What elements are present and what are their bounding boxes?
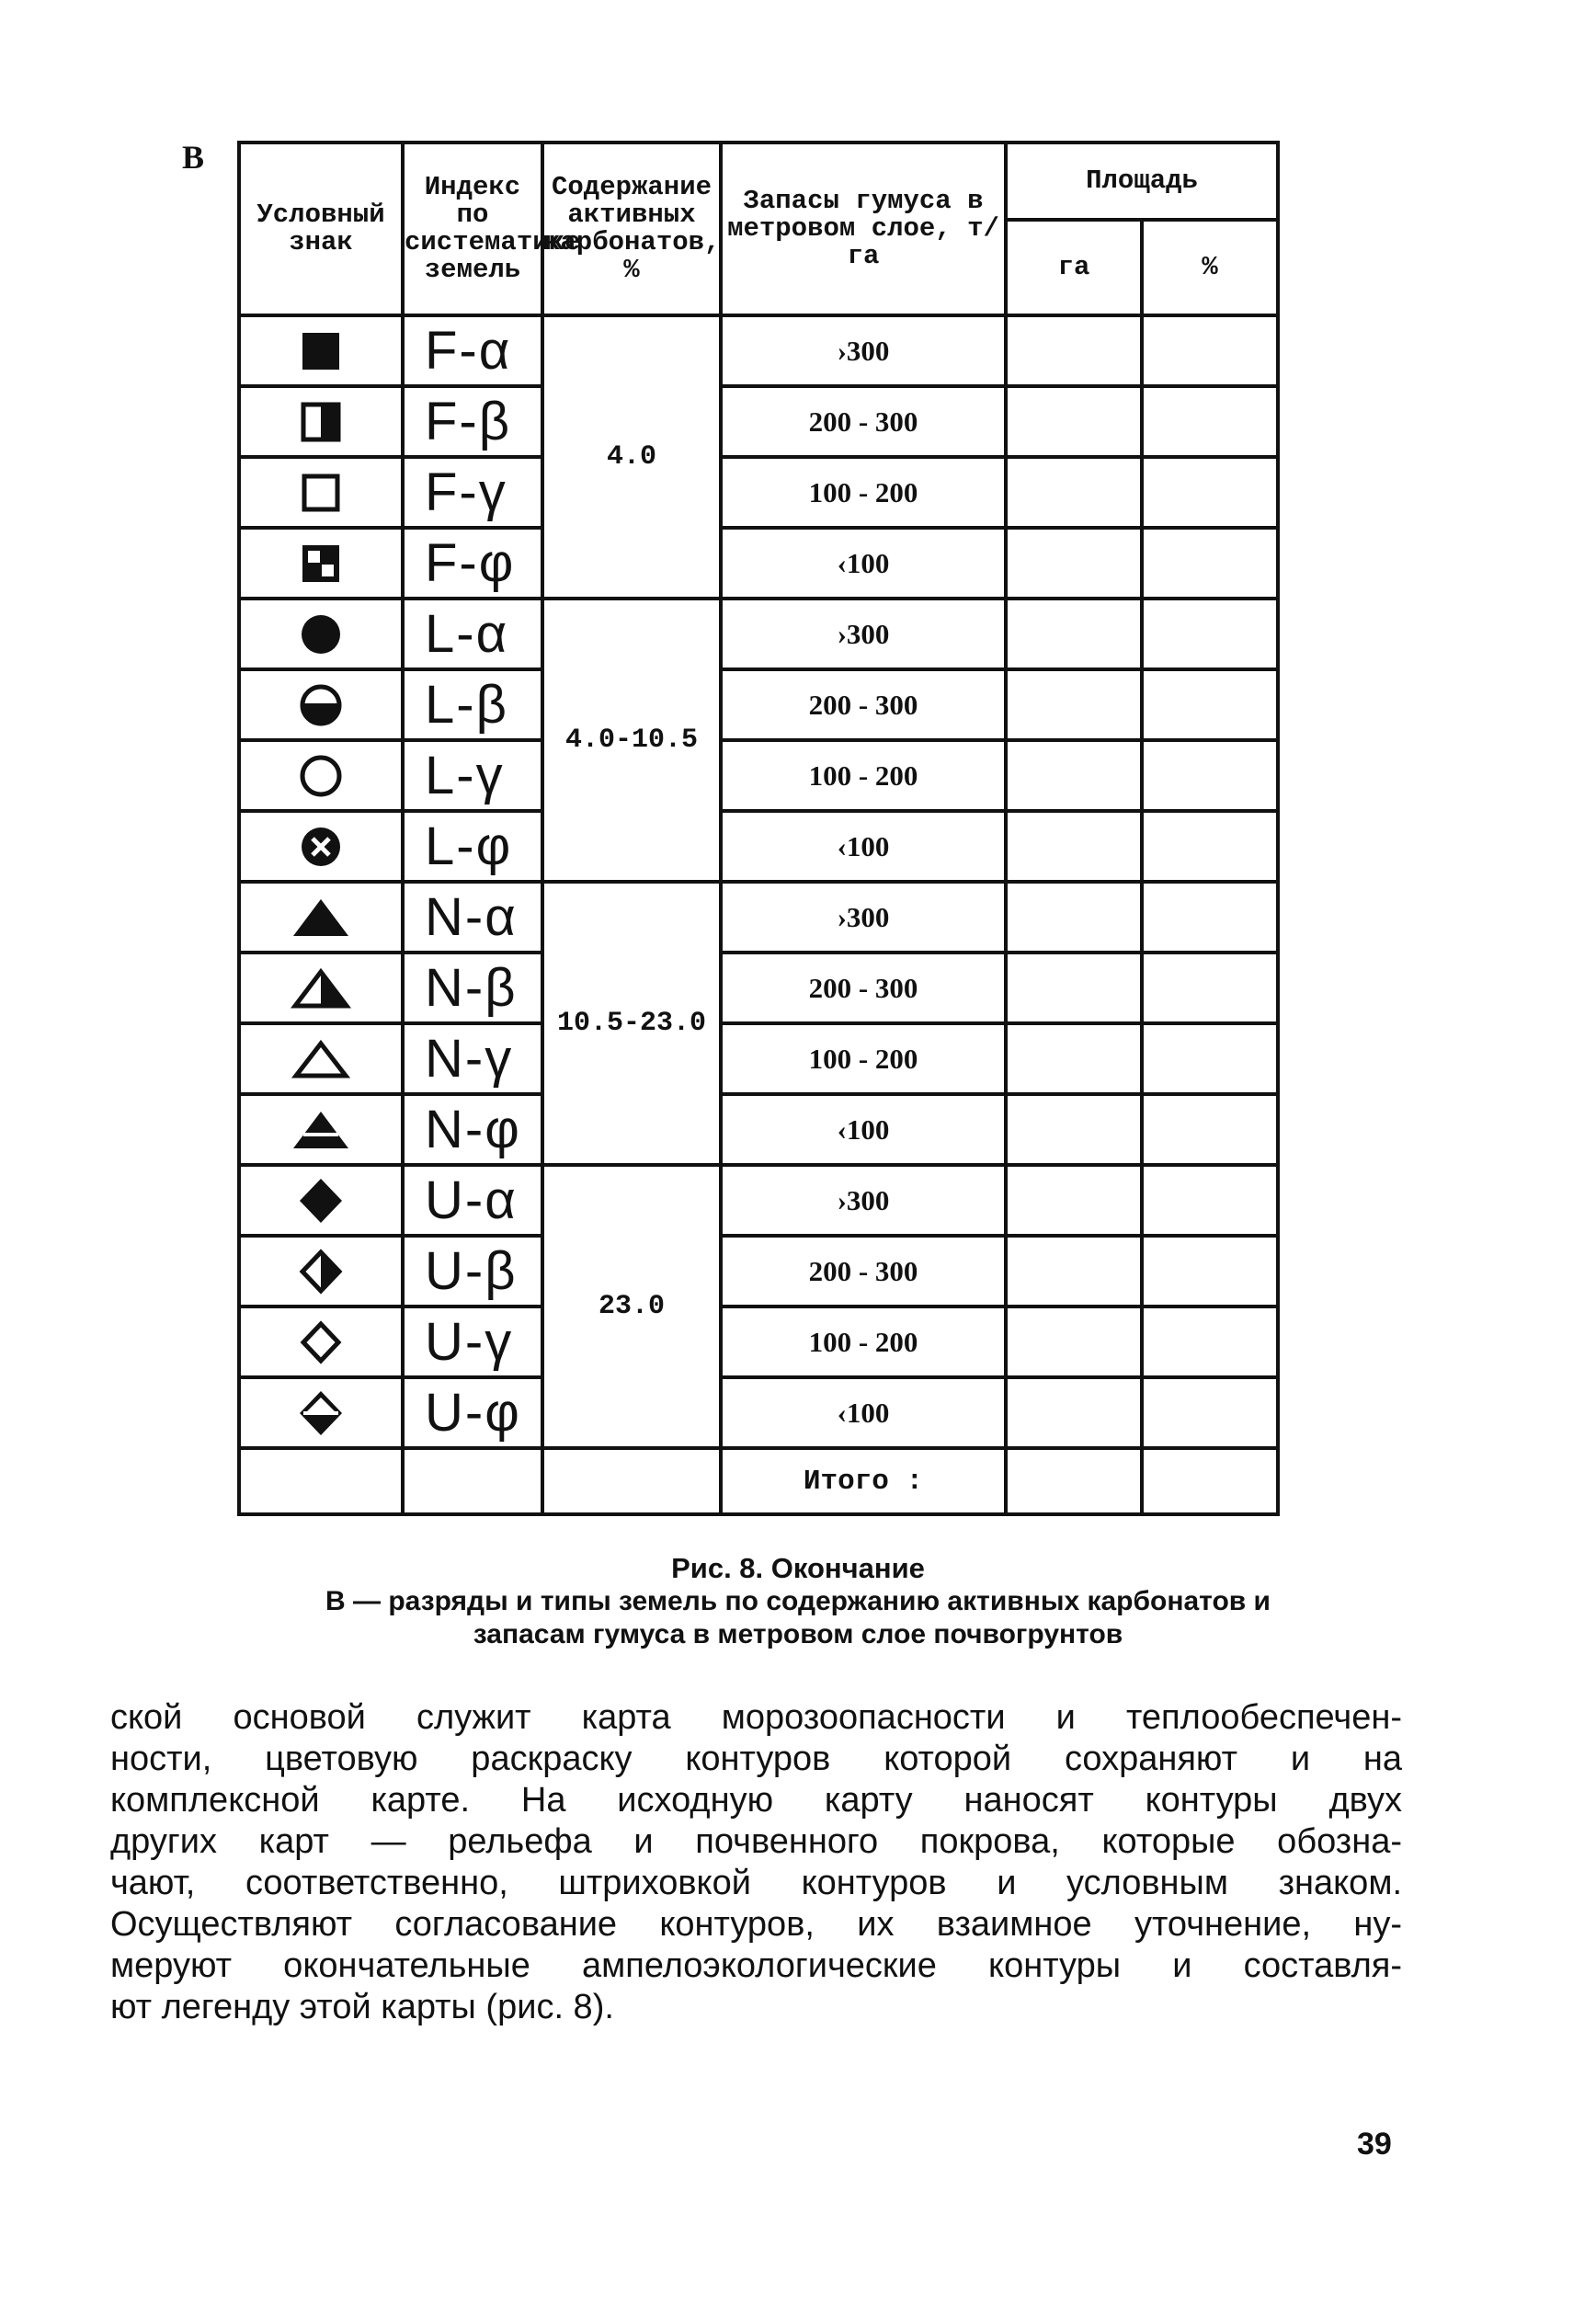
body-line: ской основой служит карта морозоопасности и теплообеспечен- xyxy=(110,1698,1402,1737)
checker-square-icon xyxy=(300,542,342,585)
humus-cell: ›300 xyxy=(721,882,1006,953)
symbol-cell xyxy=(239,1023,403,1094)
area-pct-cell xyxy=(1142,953,1278,1023)
area-ha-cell xyxy=(1006,1023,1142,1094)
table-row xyxy=(239,953,1278,1023)
area-ha-cell xyxy=(1006,882,1142,953)
symbol-cell xyxy=(239,528,403,599)
table-row xyxy=(239,1307,1278,1377)
legend-table xyxy=(237,141,1280,1516)
index-cell: N-φ xyxy=(403,1094,542,1165)
symbol-cell xyxy=(239,811,403,882)
symbol-cell xyxy=(239,953,403,1023)
crossed-circle-icon xyxy=(299,825,343,869)
carbonate-group-cell: 4.0-10.5 xyxy=(542,599,721,882)
table-row xyxy=(239,1377,1278,1448)
half-circle-icon xyxy=(299,683,343,727)
humus-cell: ‹100 xyxy=(721,1377,1006,1448)
symbol-cell xyxy=(239,740,403,811)
caption-title: Рис. 8. Окончание xyxy=(671,1552,925,1584)
area-pct-cell xyxy=(1142,1307,1278,1377)
humus-cell: 100 - 200 xyxy=(721,1307,1006,1377)
total-label: Итого : xyxy=(721,1448,1006,1514)
area-pct-cell xyxy=(1142,599,1278,669)
area-pct-cell xyxy=(1142,315,1278,386)
symbol-cell xyxy=(239,1094,403,1165)
humus-cell: ‹100 xyxy=(721,528,1006,599)
area-ha-cell xyxy=(1006,457,1142,528)
table-row xyxy=(239,1094,1278,1165)
index-cell: L-β xyxy=(403,669,542,740)
index-cell: U-β xyxy=(403,1236,542,1307)
area-ha-cell xyxy=(1006,599,1142,669)
total-row xyxy=(239,1448,1278,1514)
body-line: ности, цветовую раскраску контуров которой сохраняют и на xyxy=(110,1740,1402,1778)
half-square-icon xyxy=(300,401,342,443)
body-line: комплексной карте. На исходную карту наносят контуры двух xyxy=(110,1781,1402,1820)
open-square-icon xyxy=(300,472,342,514)
body-paragraph xyxy=(110,1697,1402,2028)
area-ha-cell xyxy=(1006,1094,1142,1165)
symbol-cell xyxy=(239,457,403,528)
header-carbonates: Содержание активных карбонатов, % xyxy=(542,143,721,315)
index-cell: U-φ xyxy=(403,1377,542,1448)
header-area-pct: % xyxy=(1142,220,1278,315)
half-triangle-icon xyxy=(291,967,351,1010)
symbol-cell xyxy=(239,1307,403,1377)
area-pct-cell xyxy=(1142,1165,1278,1236)
area-ha-cell xyxy=(1006,1236,1142,1307)
symbol-cell xyxy=(239,315,403,386)
humus-cell: 100 - 200 xyxy=(721,740,1006,811)
table-row xyxy=(239,315,1278,386)
area-pct-cell xyxy=(1142,386,1278,457)
symbol-cell xyxy=(239,1377,403,1448)
area-pct-cell xyxy=(1142,528,1278,599)
table-row xyxy=(239,1236,1278,1307)
body-line: чают, соответственно, штриховкой контуров и условным знаком. xyxy=(110,1864,1402,1902)
table-row xyxy=(239,669,1278,740)
body-line: Осуществляют согласование контуров, их взаимное уточнение, ну- xyxy=(110,1905,1402,1944)
area-pct-cell xyxy=(1142,669,1278,740)
area-pct-cell xyxy=(1142,457,1278,528)
figure-caption xyxy=(138,1552,1458,1651)
area-ha-cell xyxy=(1006,669,1142,740)
index-cell: L-α xyxy=(403,599,542,669)
symbol-cell xyxy=(239,599,403,669)
area-ha-cell xyxy=(1006,315,1142,386)
total-empty-cell xyxy=(239,1448,403,1514)
symbol-cell xyxy=(239,1165,403,1236)
total-empty-cell xyxy=(542,1448,721,1514)
split-diamond-icon xyxy=(298,1389,344,1437)
area-pct-cell xyxy=(1142,882,1278,953)
humus-cell: 200 - 300 xyxy=(721,953,1006,1023)
filled-square-icon xyxy=(300,330,342,372)
index-cell: U-γ xyxy=(403,1307,542,1377)
half-diamond-icon xyxy=(298,1248,344,1295)
symbol-cell xyxy=(239,386,403,457)
humus-cell: ›300 xyxy=(721,1165,1006,1236)
open-circle-icon xyxy=(299,754,343,798)
index-cell: N-α xyxy=(403,882,542,953)
table-row xyxy=(239,811,1278,882)
table-row xyxy=(239,1165,1278,1236)
area-ha-cell xyxy=(1006,386,1142,457)
total-empty-cell xyxy=(403,1448,542,1514)
index-cell: N-β xyxy=(403,953,542,1023)
area-pct-cell xyxy=(1142,1236,1278,1307)
caption-line: запасам гумуса в метровом слое почвогрунтов xyxy=(473,1619,1123,1649)
humus-cell: ›300 xyxy=(721,315,1006,386)
total-ha-cell xyxy=(1006,1448,1142,1514)
area-pct-cell xyxy=(1142,811,1278,882)
body-line: меруют окончательные ампелоэкологические контуры и составля- xyxy=(110,1946,1402,1985)
page-number: 39 xyxy=(1357,2127,1392,2162)
section-letter: В xyxy=(182,139,205,176)
table-row xyxy=(239,882,1278,953)
area-ha-cell xyxy=(1006,1377,1142,1448)
table-row xyxy=(239,386,1278,457)
area-pct-cell xyxy=(1142,1023,1278,1094)
symbol-cell xyxy=(239,882,403,953)
caption-line: В — разряды и типы земель по содержанию активных карбонатов и xyxy=(325,1586,1271,1616)
index-cell: U-α xyxy=(403,1165,542,1236)
area-pct-cell xyxy=(1142,1377,1278,1448)
humus-cell: ‹100 xyxy=(721,1094,1006,1165)
carbonate-group-cell: 23.0 xyxy=(542,1165,721,1448)
table-row xyxy=(239,740,1278,811)
carbonate-group-cell: 4.0 xyxy=(542,315,721,599)
table-row xyxy=(239,528,1278,599)
index-cell: L-φ xyxy=(403,811,542,882)
split-triangle-icon xyxy=(291,1109,351,1151)
header-symbol: Условный знак xyxy=(239,143,403,315)
body-line: ют легенду этой карты (рис. 8). xyxy=(110,1988,614,2026)
table-row xyxy=(239,457,1278,528)
header-area-ha: га xyxy=(1006,220,1142,315)
header-index: Индекс по систематике земель xyxy=(403,143,542,315)
filled-circle-icon xyxy=(299,612,343,656)
index-cell: F-φ xyxy=(403,528,542,599)
index-cell: F-β xyxy=(403,386,542,457)
humus-cell: 200 - 300 xyxy=(721,669,1006,740)
area-ha-cell xyxy=(1006,528,1142,599)
filled-diamond-icon xyxy=(298,1177,344,1225)
header-humus: Запасы гумуса в метровом слое, т/га xyxy=(721,143,1006,315)
index-cell: F-α xyxy=(403,315,542,386)
area-ha-cell xyxy=(1006,811,1142,882)
area-ha-cell xyxy=(1006,1307,1142,1377)
header-area: Площадь xyxy=(1006,143,1278,220)
index-cell: F-γ xyxy=(403,457,542,528)
area-ha-cell xyxy=(1006,953,1142,1023)
area-pct-cell xyxy=(1142,740,1278,811)
humus-cell: 200 - 300 xyxy=(721,1236,1006,1307)
humus-cell: ›300 xyxy=(721,599,1006,669)
body-line: других карт — рельефа и почвенного покрова, которые обозна- xyxy=(110,1822,1402,1861)
carbonate-group-cell: 10.5-23.0 xyxy=(542,882,721,1165)
area-ha-cell xyxy=(1006,1165,1142,1236)
table-row xyxy=(239,599,1278,669)
filled-triangle-icon xyxy=(291,896,351,939)
open-diamond-icon xyxy=(298,1318,344,1366)
index-cell: N-γ xyxy=(403,1023,542,1094)
table-row xyxy=(239,1023,1278,1094)
area-ha-cell xyxy=(1006,740,1142,811)
symbol-cell xyxy=(239,669,403,740)
total-pct-cell xyxy=(1142,1448,1278,1514)
symbol-cell xyxy=(239,1236,403,1307)
humus-cell: 200 - 300 xyxy=(721,386,1006,457)
area-pct-cell xyxy=(1142,1094,1278,1165)
index-cell: L-γ xyxy=(403,740,542,811)
humus-cell: 100 - 200 xyxy=(721,457,1006,528)
open-triangle-icon xyxy=(291,1038,351,1080)
humus-cell: 100 - 200 xyxy=(721,1023,1006,1094)
humus-cell: ‹100 xyxy=(721,811,1006,882)
